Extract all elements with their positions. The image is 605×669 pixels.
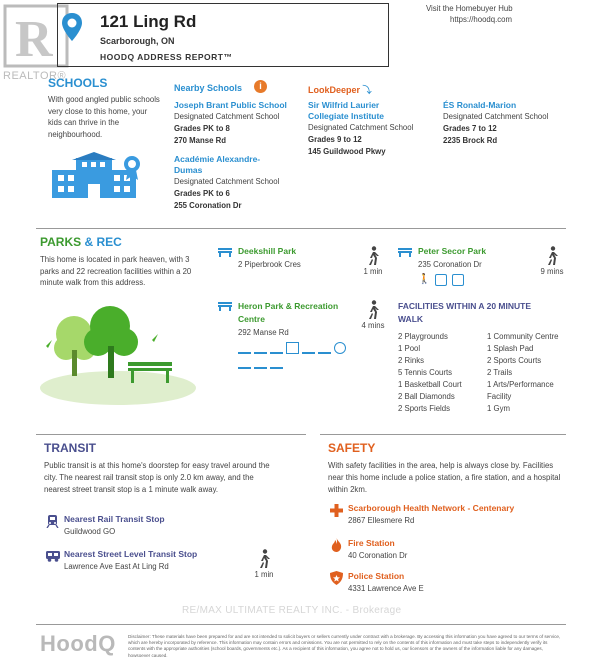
brokerage-watermark: RE/MAX ULTIMATE REALTY INC. - Brokerage [182,605,402,616]
lookdeeper-arrow-icon: ⤵ [362,85,372,95]
facility-item: 1 Pool [398,344,421,353]
walk-time-label: 9 mins [540,267,564,276]
sports-court-icon [254,357,267,369]
facility-item: 2 Trails [487,368,513,377]
hiking-icon: 🚶 [418,274,431,285]
disclaimer-text: Disclaimer: These materials have been prepared for and are not intended to solicit buyers or sellers currently under contract with a brokerage. By accessing this information you have agreed to our terms of service, which are hereby incorporated by reference. This information may contain errors and omissions. You are not permitted to rely on the contents of this information and must take steps to independently verify its contents with the appropriate authorities (school boards, governments etc.). As a recipient of this information, you agree not to hold us, our licensors or the owners of the information liable for any damages, howsoever caused. [128,634,561,658]
walking-person-icon [366,246,380,266]
park-address: 235 Coronation Dr [418,260,482,269]
school-grades: Grades PK to 6 [174,189,230,198]
rail-transit-label: Nearest Rail Transit Stop [64,514,165,524]
fire-icon [331,538,342,552]
school-name[interactable]: Sir Wilfrid Laurier Collegiate Institute [308,100,385,121]
park-bench-icon [218,301,232,311]
park-facility-icons [418,274,528,286]
lookdeeper-label[interactable] [308,83,372,96]
homebuyer-hub-text: Visit the Homebuyer Hub [426,4,513,13]
parks-title-b: & REC [84,235,122,249]
school-grades: Grades PK to 8 [174,124,230,133]
safety-item [330,538,566,562]
hoodq-logo: HoodQ [40,631,116,656]
safety-item-address: 40 Coronation Dr [348,551,408,560]
train-icon [46,515,59,528]
playground-icon [452,274,464,286]
school-grades: Grades 7 to 12 [443,124,497,133]
info-icon[interactable]: i [254,80,267,93]
park-address: 2 Piperbrook Cres [238,260,301,269]
pool-icon [238,342,251,354]
bus-icon [46,551,60,562]
walking-person-icon [366,300,380,320]
footer-divider [36,624,566,625]
walk-time [538,246,566,278]
facility-item: 1 Arts/Performance Facility [487,380,554,401]
walk-time-label: 1 min [363,267,383,276]
walk-time [360,246,386,278]
park-bench-icon [398,247,412,257]
park-address: 292 Manse Rd [238,328,289,337]
splash-pad-icon [238,357,251,369]
hockey-icon [302,342,315,354]
transit-description: Public transit is at this home's doorstep for easy travel around the city. The nearest rail transit stop is only 2.0 km away, and the nearest street transit stop is a 1 minute walk away. [44,461,270,494]
school-item [443,100,568,147]
safety-description: With safety facilities in the area, help is always close by. Facilities near this home include a police station, a fire station, and a hospital within 2km. [328,461,561,494]
park-item [218,300,358,369]
tennis-icon [286,342,299,354]
hospital-cross-icon [330,504,343,517]
park-name[interactable]: Deekshill Park [238,246,297,256]
facility-item: 2 Playgrounds [398,332,448,341]
park-name[interactable]: Heron Park & Recreation Centre [238,301,339,324]
school-name[interactable]: Joseph Brant Public School [174,100,287,110]
school-type: Designated Catchment School [308,123,414,132]
street-transit-value: Lawrence Ave East At Ling Rd [64,562,169,571]
section-divider [36,228,566,229]
walk-time-label: 4 mins [361,321,385,330]
gym-icon [318,342,331,354]
school-grades: Grades 9 to 12 [308,135,362,144]
facility-item: 2 Sports Courts [487,356,542,365]
safety-item-address: 2867 Ellesmere Rd [348,516,415,525]
section-divider [36,434,306,435]
school-item [174,100,299,147]
school-address: 145 Guildwood Pkwy [308,147,386,156]
park-item [398,246,528,286]
park-trees-illustration [38,300,198,405]
homebuyer-hub-link[interactable]: https://hoodq.com [450,15,512,24]
facilities-list-1 [398,331,484,415]
facilities-list-2 [487,331,569,415]
location-pin-icon [61,12,83,42]
facility-item: 1 Gym [487,404,510,413]
facility-item: 1 Basketball Court [398,380,462,389]
community-centre-icon [270,357,283,369]
facility-item: 2 Ball Diamonds [398,392,455,401]
facility-item: 1 Splash Pad [487,344,534,353]
park-facility-icons [238,342,348,369]
rail-transit-item [46,514,266,538]
facility-item: 2 Sports Fields [398,404,451,413]
school-name[interactable]: Académie Alexandre-Dumas [174,154,261,175]
safety-item-name: Police Station [348,571,405,581]
street-transit-label: Nearest Street Level Transit Stop [64,549,198,559]
facilities-title: FACILITIES WITHIN A 20 MINUTE WALK [398,301,532,324]
school-address: 255 Coronation Dr [174,201,242,210]
realtor-label: REALTOR® [3,70,67,82]
skating-icon [270,342,283,354]
school-address: 270 Manse Rd [174,136,227,145]
parks-title-a: PARKS [40,235,82,249]
schools-title: SCHOOLS [48,76,108,90]
facility-item: 1 Community Centre [487,332,559,341]
school-type: Designated Catchment School [174,177,280,186]
walk-time-label: 1 min [254,570,274,579]
svg-text:R: R [15,11,53,68]
city-label: Scarborough, ON [100,36,175,46]
walking-person-icon [545,246,559,266]
school-type: Designated Catchment School [443,112,549,121]
report-title: HOODQ ADDRESS REPORT™ [100,52,233,62]
street-transit-item [46,549,246,573]
schools-description: With good angled public schools very close to this home, your kids can thrive in the neighbourhood. [48,95,160,139]
park-item [218,246,358,271]
safety-item [330,503,566,527]
facility-item: 5 Tennis Courts [398,368,453,377]
park-name[interactable]: Peter Secor Park [418,246,487,256]
tennis-icon [435,274,447,286]
park-bench-icon [218,247,232,257]
address-title: 121 Ling Rd [100,12,197,31]
header-box [57,3,389,67]
school-name[interactable]: ÉS Ronald-Marion [443,100,517,110]
safety-item-name: Fire Station [348,538,395,548]
school-building-icon [50,152,148,200]
section-divider [320,434,566,435]
transit-title: TRANSIT [44,441,96,455]
walking-person-icon [257,549,271,569]
school-address: 2235 Brock Rd [443,136,498,145]
school-type: Designated Catchment School [174,112,280,121]
parks-description: This home is located in park heaven, with 3 parks and 22 recreation facilities within a 20 minute walk from this address. [40,255,192,287]
facility-item: 2 Rinks [398,356,424,365]
safety-item [330,571,566,595]
walk-time [358,300,388,332]
nearby-schools-label[interactable]: Nearby Schools [174,83,243,93]
rail-transit-value: Guildwood GO [64,527,116,536]
basketball-icon [334,342,346,354]
school-item [174,154,284,212]
police-badge-icon [330,571,343,585]
swimming-icon [254,342,267,354]
safety-title: SAFETY [328,441,376,455]
safety-item-name: Scarborough Health Network - Centenary [348,503,515,513]
parks-title [40,235,122,249]
lookdeeper-text: LookDeeper [308,85,361,95]
school-item [308,100,433,158]
walk-time [250,549,278,581]
safety-item-address: 4331 Lawrence Ave E [348,584,424,593]
